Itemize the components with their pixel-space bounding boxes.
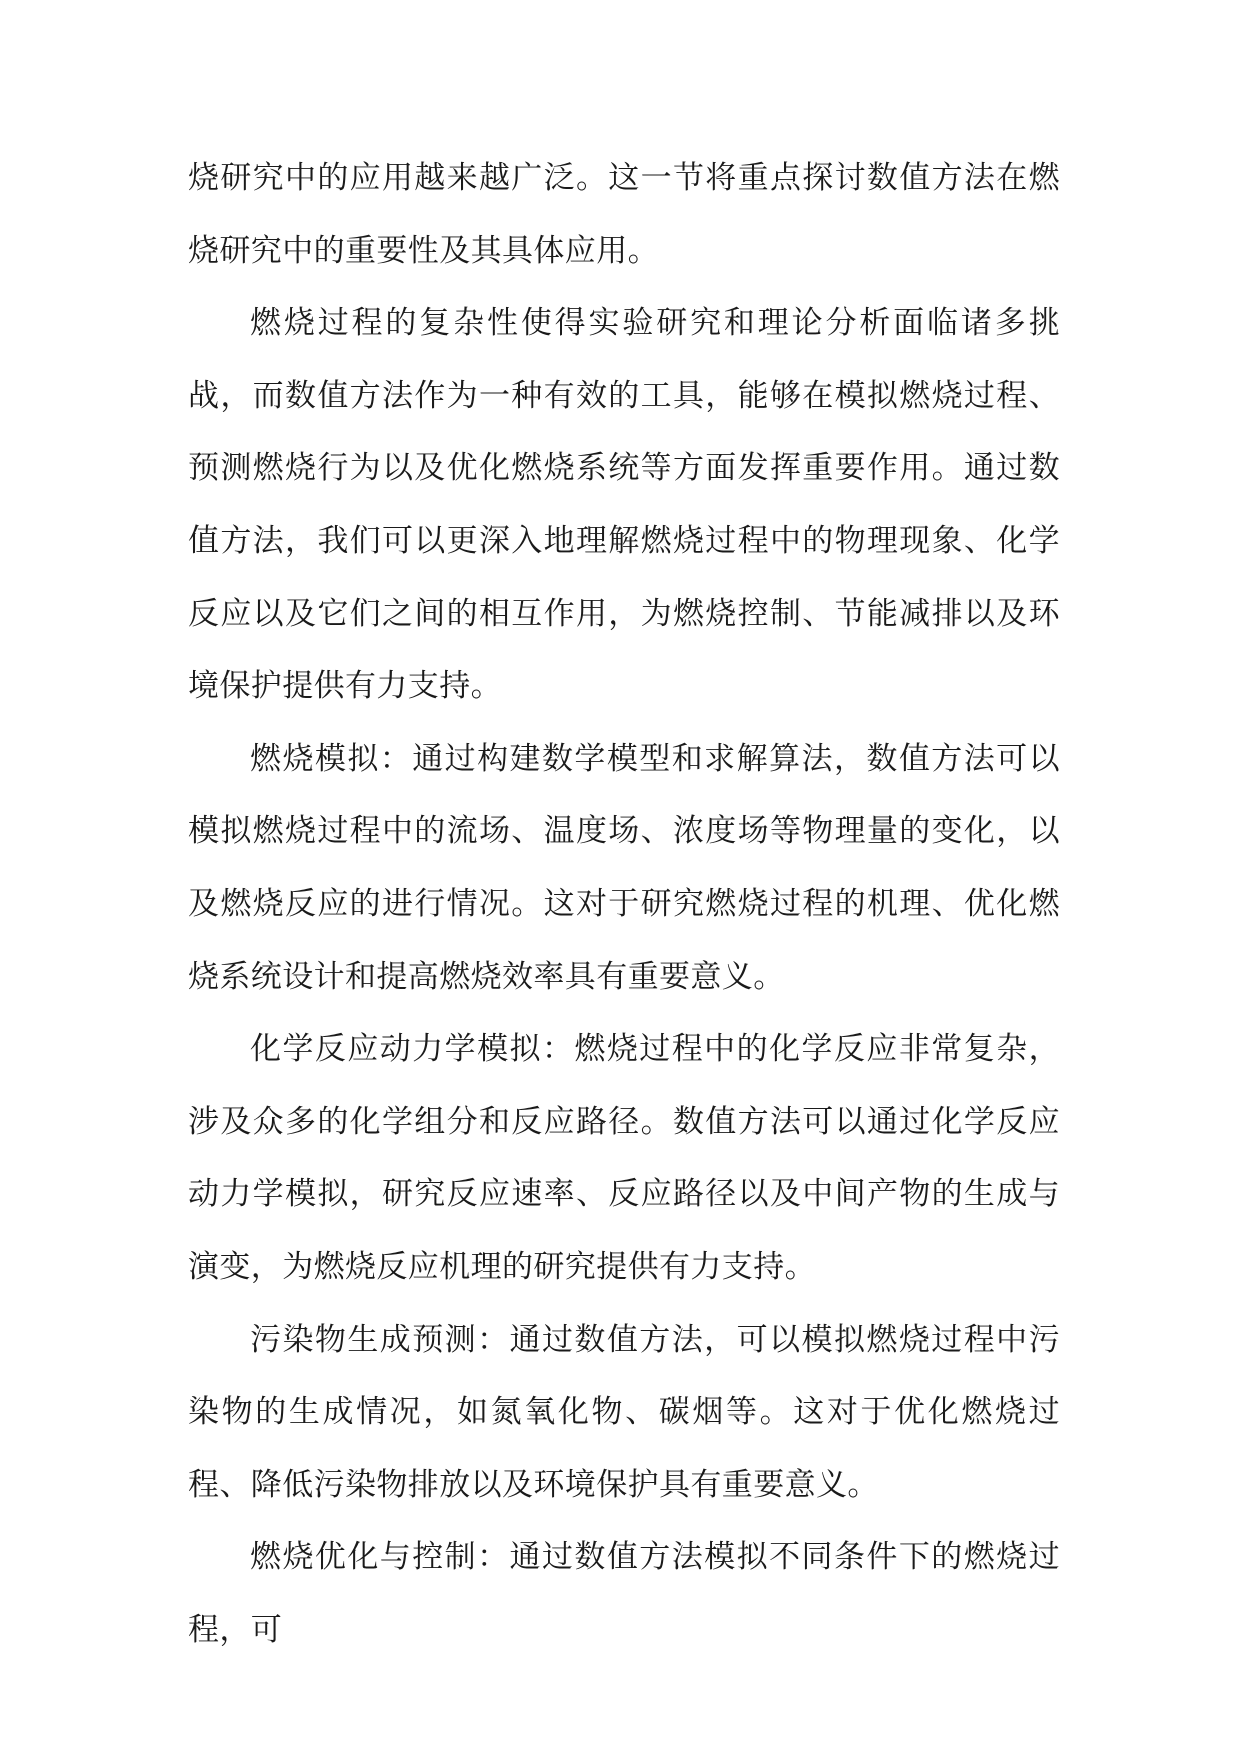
- paragraph-5: 污染物生成预测：通过数值方法，可以模拟燃烧过程中污染物的生成情况，如氮氧化物、碳烟等。这对于优化燃烧过程、降低污染物排放以及环境保护具有重要意义。: [188, 1321, 1060, 1503]
- paragraph-6: 燃烧优化与控制：通过数值方法模拟不同条件下的燃烧过程，可: [188, 1539, 1060, 1648]
- paragraph-4: 化学反应动力学模拟：燃烧过程中的化学反应非常复杂，涉及众多的化学组分和反应路径。数值方法可以通过化学反应动力学模拟，研究反应速率、反应路径以及中间产物的生成与演变，为燃烧反应机理的研究提供有力支持。: [188, 1031, 1060, 1285]
- paragraph-3: 燃烧模拟：通过构建数学模型和求解算法，数值方法可以模拟燃烧过程中的流场、温度场、浓度场等物理量的变化，以及燃烧反应的进行情况。这对于研究燃烧过程的机理、优化燃烧系统设计和提高燃烧效率具有重要意义。: [188, 740, 1060, 995]
- paragraph-1: 烧研究中的应用越来越广泛。这一节将重点探讨数值方法在燃烧研究中的重要性及其具体应用。: [188, 160, 1060, 269]
- body-text: [188, 142, 1060, 1666]
- paragraph-2: 燃烧过程的复杂性使得实验研究和理论分析面临诸多挑战，而数值方法作为一种有效的工具，能够在模拟燃烧过程、预测燃烧行为以及优化燃烧系统等方面发挥重要作用。通过数值方法，我们可以更深入地理解燃烧过程中的物理现象、化学反应以及它们之间的相互作用，为燃烧控制、节能减排以及环境保护提供有力支持。: [188, 305, 1060, 705]
